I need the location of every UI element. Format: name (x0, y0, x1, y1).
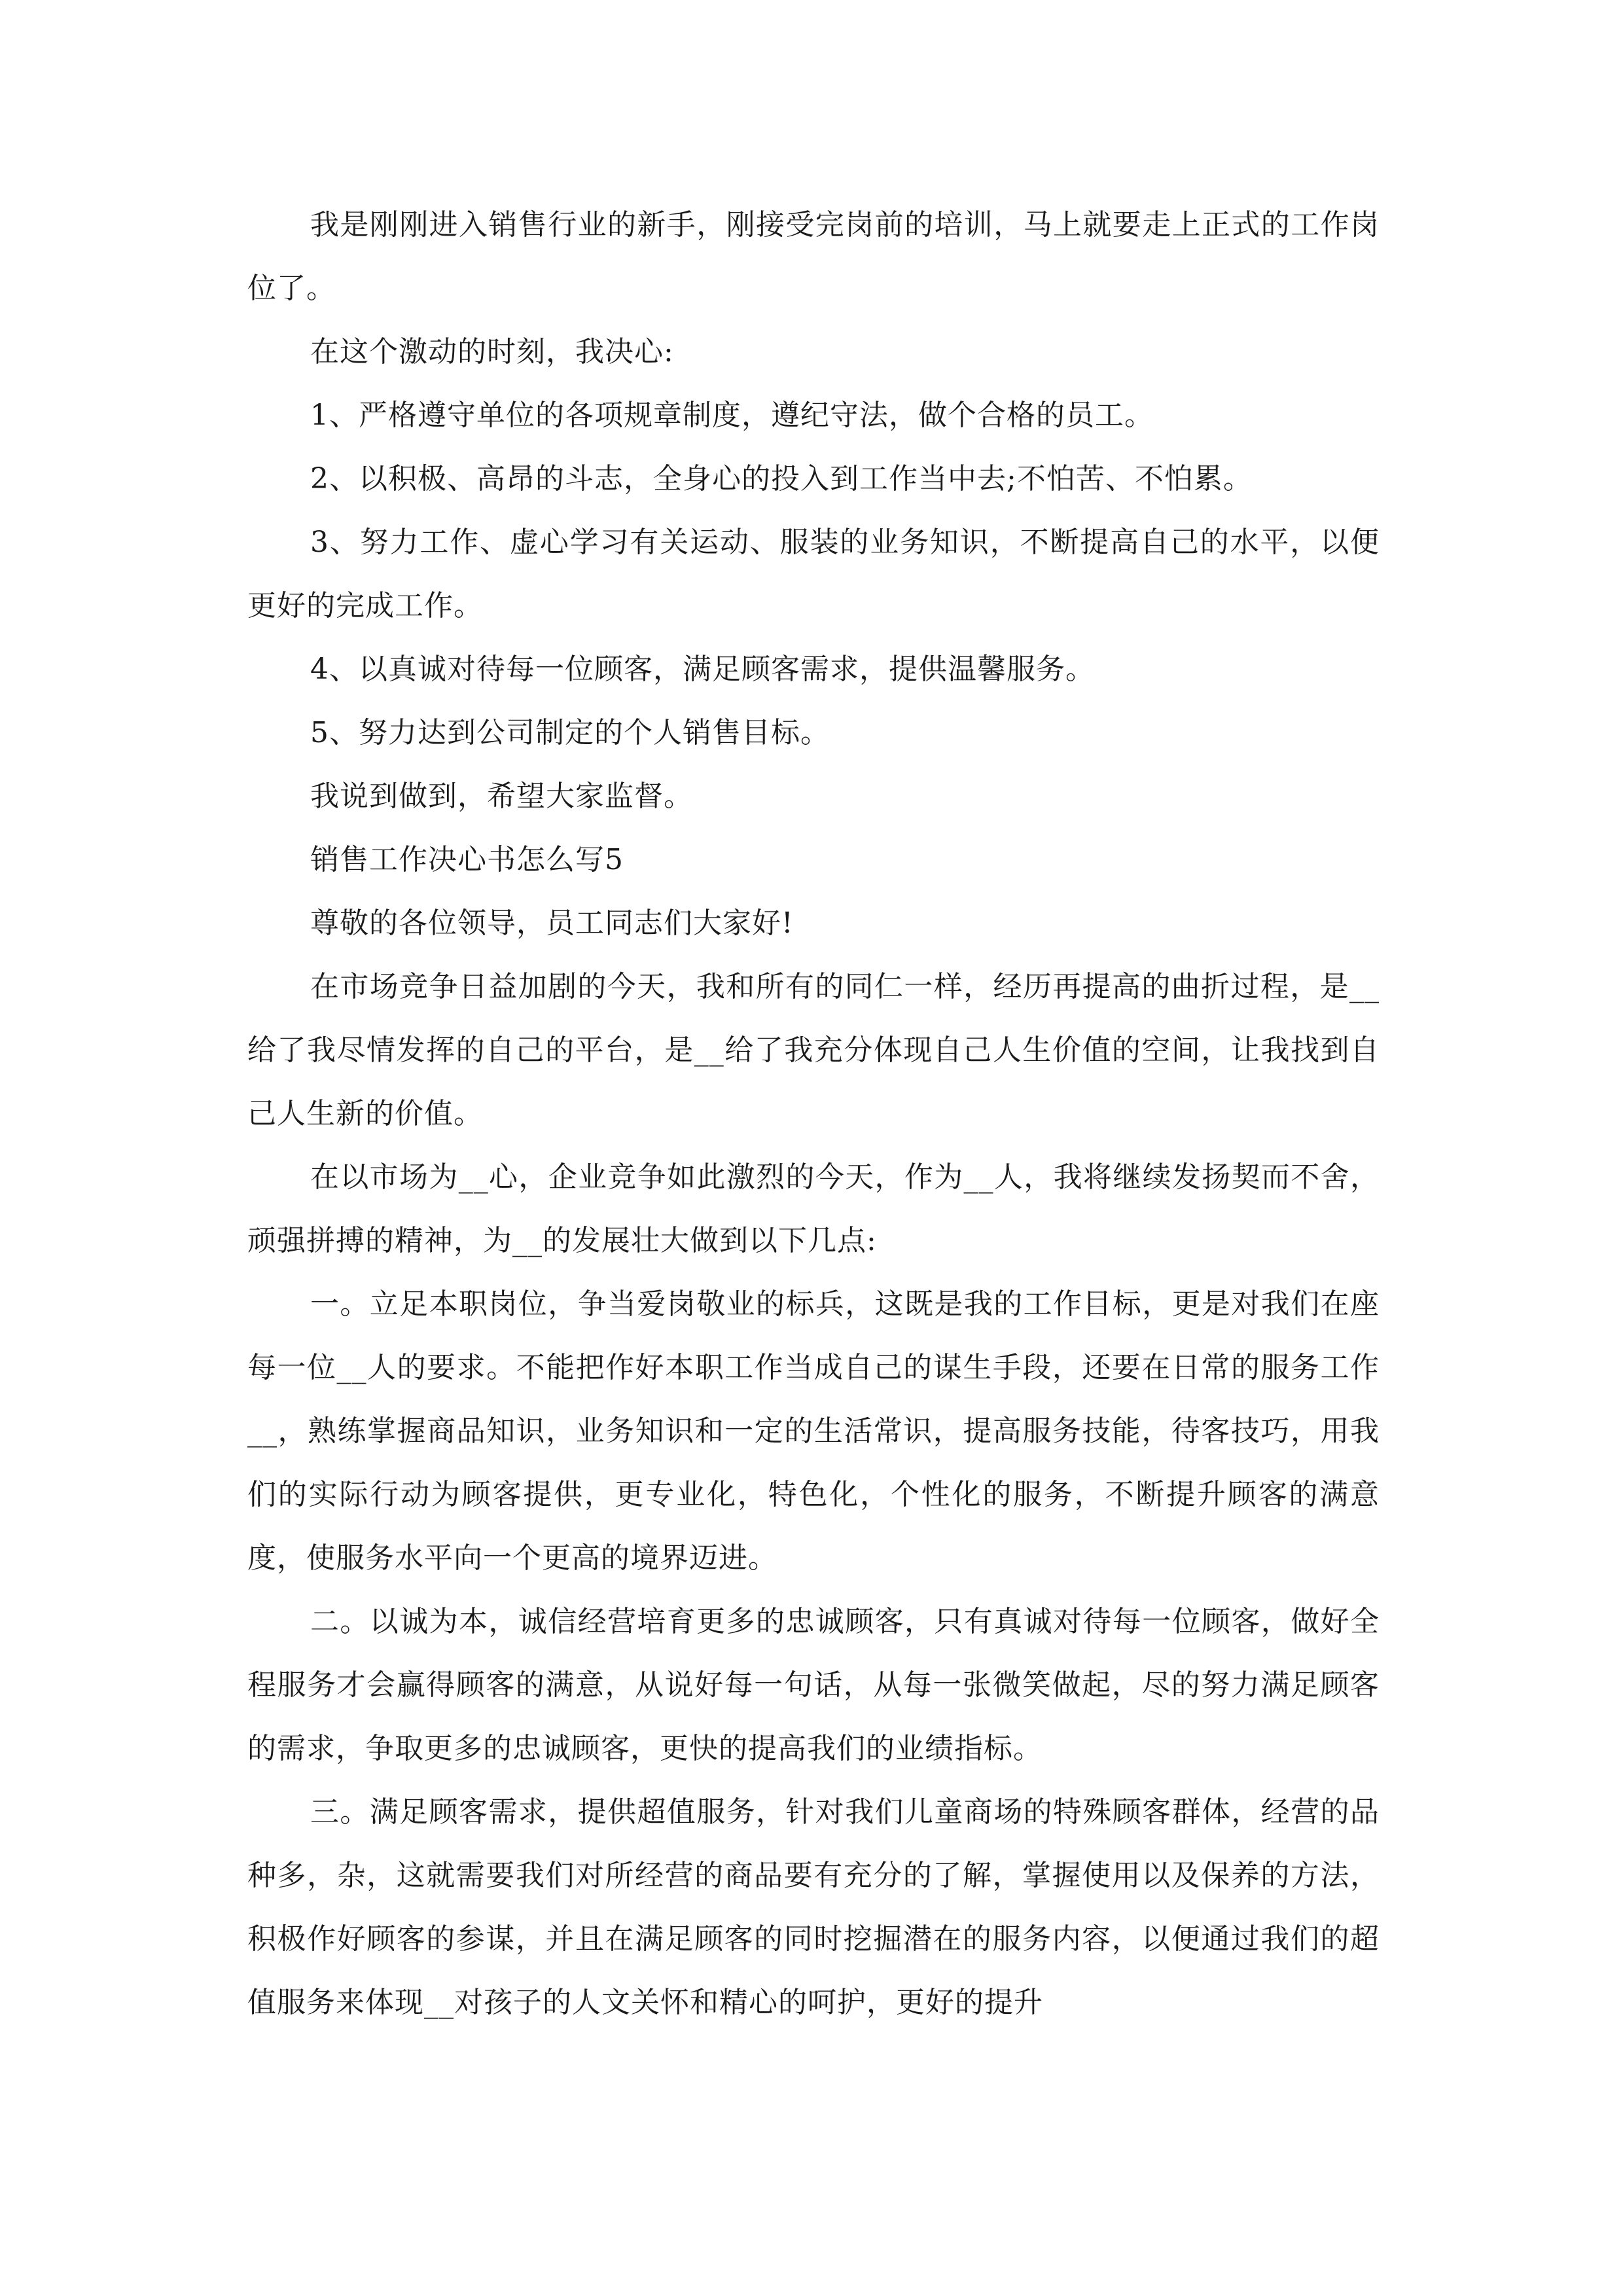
list-item-1: 1、严格遵守单位的各项规章制度，遵纪守法，做个合格的员工。 (310, 399, 1154, 432)
list-item-3: 3、努力工作、虚心学习有关运动、服装的业务知识，不断提高自己的水平，以便更好的完成工作。 (247, 526, 1380, 622)
paragraph-commitment: 在以市场为__心，企业竞争如此激烈的今天，作为__人，我将继续发扬契而不舍，顽强拼搏的精神，为__的发展壮大做到以下几点: (247, 1160, 1380, 1257)
list-item-2: 2、以积极、高昂的斗志，全身心的投入到工作当中去;不怕苦、不怕累。 (310, 462, 1253, 495)
greeting: 尊敬的各位领导，员工同志们大家好! (310, 906, 794, 940)
point-one: 一。立足本职岗位，争当爱岗敬业的标兵，这既是我的工作目标，更是对我们在座每一位__人的要求。不能把作好本职工作当成自己的谋生手段，还要在日常的服务工作__，熟练掌握商品知识，业务知识和一定的生活常识，提高服务技能，待客技巧，用我们的实际行动为顾客提供，更专业化，特色化，个性化的服务，不断提升顾客的满意度，使服务水平向一个更高的境界迈进。 (247, 1287, 1380, 1575)
paragraph-resolve-lead: 在这个激动的时刻，我决心: (310, 335, 674, 368)
list-item-4: 4、以真诚对待每一位顾客，满足顾客需求，提供温馨服务。 (310, 653, 1095, 686)
paragraph-closing: 我说到做到，希望大家监督。 (310, 780, 693, 813)
section-title: 销售工作决心书怎么写5 (310, 843, 624, 876)
document-body (247, 193, 1380, 2034)
point-two: 二。以诚为本，诚信经营培育更多的忠诚顾客，只有真诚对待每一位顾客，做好全程服务才会赢得顾客的满意，从说好每一句话，从每一张微笑做起，尽的努力满足顾客的需求，争取更多的忠诚顾客，更快的提高我们的业绩指标。 (247, 1605, 1380, 1765)
paragraph-market: 在市场竞争日益加剧的今天，我和所有的同仁一样，经历再提高的曲折过程，是__给了我尽情发挥的自己的平台，是__给了我充分体现自己人生价值的空间，让我找到自己人生新的价值。 (247, 970, 1380, 1130)
paragraph-intro: 我是刚刚进入销售行业的新手，刚接受完岗前的培训，马上就要走上正式的工作岗位了。 (247, 208, 1380, 305)
list-item-5: 5、努力达到公司制定的个人销售目标。 (310, 716, 830, 749)
point-three: 三。满足顾客需求，提供超值服务，针对我们儿童商场的特殊顾客群体，经营的品种多，杂，这就需要我们对所经营的商品要有充分的了解，掌握使用以及保养的方法，积极作好顾客的参谋，并且在满足顾客的同时挖掘潜在的服务内容，以便通过我们的超值服务来体现__对孩子的人文关怀和精心的呵护，更好的提升 (247, 1795, 1380, 2019)
